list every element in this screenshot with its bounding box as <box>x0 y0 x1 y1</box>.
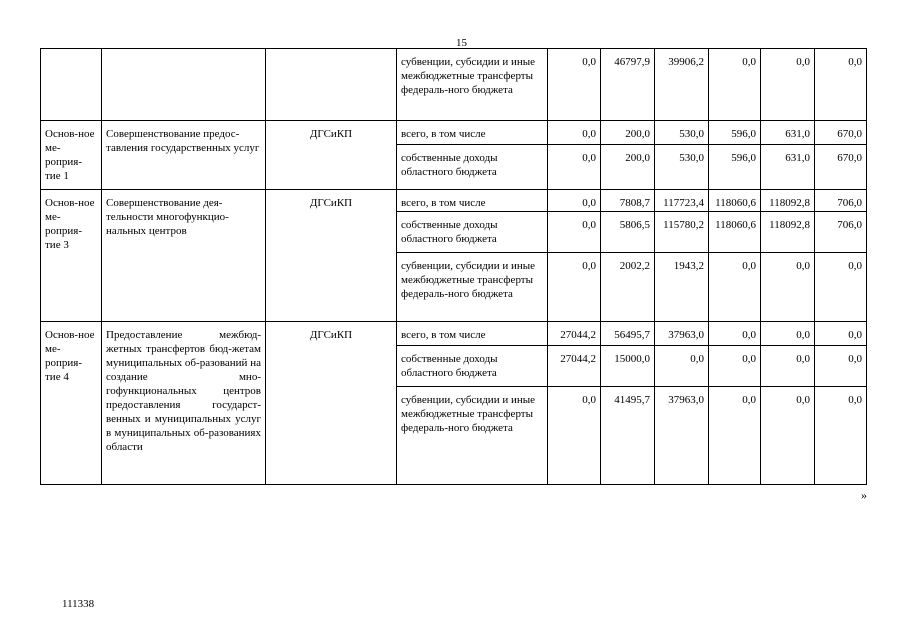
activity-name: Основ-ное ме-роприя-тие 3 <box>41 190 102 322</box>
value-cell: 530,0 <box>655 121 709 145</box>
type-cell: собственные доходы областного бюджета <box>397 346 548 387</box>
value-cell: 118060,6 <box>709 190 761 212</box>
value-cell: 115780,2 <box>655 212 709 253</box>
value-cell: 118060,6 <box>709 212 761 253</box>
resp-cell <box>266 49 397 121</box>
value-cell: 0,0 <box>815 387 867 485</box>
value-cell: 7808,7 <box>601 190 655 212</box>
type-cell: субвенции, субсидии и иные межбюджетные трансферты федераль-ного бюджета <box>397 253 548 322</box>
table-row <box>41 322 867 346</box>
value-cell: 0,0 <box>761 346 815 387</box>
type-cell: субвенции, субсидии и иные межбюджетные трансферты федераль-ного бюджета <box>397 49 548 121</box>
type-cell: собственные доходы областного бюджета <box>397 212 548 253</box>
value-cell: 0,0 <box>548 49 601 121</box>
page-number: 15 <box>456 37 467 49</box>
value-cell: 118092,8 <box>761 190 815 212</box>
value-cell: 0,0 <box>709 322 761 346</box>
type-cell: собственные доходы областного бюджета <box>397 145 548 190</box>
value-cell: 0,0 <box>548 190 601 212</box>
type-cell: всего, в том числе <box>397 322 548 346</box>
value-cell: 200,0 <box>601 121 655 145</box>
document-code: 111338 <box>62 598 95 610</box>
responsible-executor: ДГСиКП <box>266 322 397 485</box>
activity-description: Предоставление межбюд-жетных трансфертов бюд-жетам муниципальных об-разований на создание мно-гофункциональных центров предоставления государст-венных и муниципальных услуг в муниципальных об-разованиях области <box>102 322 266 485</box>
value-cell: 46797,9 <box>601 49 655 121</box>
value-cell: 27044,2 <box>548 322 601 346</box>
value-cell: 0,0 <box>548 387 601 485</box>
value-cell: 37963,0 <box>655 387 709 485</box>
value-cell: 670,0 <box>815 121 867 145</box>
budget-table <box>40 48 867 485</box>
value-cell: 0,0 <box>815 346 867 387</box>
table-row <box>41 121 867 145</box>
type-cell: субвенции, субсидии и иные межбюджетные трансферты федераль-ного бюджета <box>397 387 548 485</box>
value-cell: 596,0 <box>709 145 761 190</box>
value-cell: 39906,2 <box>655 49 709 121</box>
value-cell: 0,0 <box>548 121 601 145</box>
desc-cell <box>102 49 266 121</box>
value-cell: 631,0 <box>761 121 815 145</box>
activity-name: Основ-ное ме-роприя-тие 4 <box>41 322 102 485</box>
activity-description: Совершенствование предос-тавления государственных услуг <box>102 121 266 190</box>
responsible-executor: ДГСиКП <box>266 121 397 190</box>
value-cell: 0,0 <box>709 49 761 121</box>
value-cell: 0,0 <box>815 322 867 346</box>
value-cell: 0,0 <box>761 322 815 346</box>
value-cell: 27044,2 <box>548 346 601 387</box>
value-cell: 0,0 <box>709 346 761 387</box>
value-cell: 631,0 <box>761 145 815 190</box>
value-cell: 706,0 <box>815 190 867 212</box>
value-cell: 0,0 <box>761 49 815 121</box>
responsible-executor: ДГСиКП <box>266 190 397 322</box>
value-cell: 706,0 <box>815 212 867 253</box>
closing-quote: » <box>861 488 867 502</box>
value-cell: 0,0 <box>548 145 601 190</box>
value-cell: 0,0 <box>815 49 867 121</box>
value-cell: 0,0 <box>761 253 815 322</box>
value-cell: 530,0 <box>655 145 709 190</box>
value-cell: 0,0 <box>709 253 761 322</box>
value-cell: 56495,7 <box>601 322 655 346</box>
value-cell: 41495,7 <box>601 387 655 485</box>
activity-name: Основ-ное ме-роприя-тие 1 <box>41 121 102 190</box>
value-cell: 1943,2 <box>655 253 709 322</box>
value-cell: 0,0 <box>548 212 601 253</box>
type-cell: всего, в том числе <box>397 190 548 212</box>
value-cell: 0,0 <box>548 253 601 322</box>
value-cell: 0,0 <box>655 346 709 387</box>
value-cell: 5806,5 <box>601 212 655 253</box>
value-cell: 0,0 <box>709 387 761 485</box>
value-cell: 118092,8 <box>761 212 815 253</box>
name-cell <box>41 49 102 121</box>
value-cell: 200,0 <box>601 145 655 190</box>
value-cell: 2002,2 <box>601 253 655 322</box>
table-row <box>41 49 867 121</box>
value-cell: 15000,0 <box>601 346 655 387</box>
value-cell: 0,0 <box>815 253 867 322</box>
value-cell: 670,0 <box>815 145 867 190</box>
value-cell: 0,0 <box>761 387 815 485</box>
activity-description: Совершенствование дея-тельности многофункцио-нальных центров <box>102 190 266 322</box>
value-cell: 37963,0 <box>655 322 709 346</box>
table-row <box>41 190 867 212</box>
type-cell: всего, в том числе <box>397 121 548 145</box>
value-cell: 596,0 <box>709 121 761 145</box>
value-cell: 117723,4 <box>655 190 709 212</box>
